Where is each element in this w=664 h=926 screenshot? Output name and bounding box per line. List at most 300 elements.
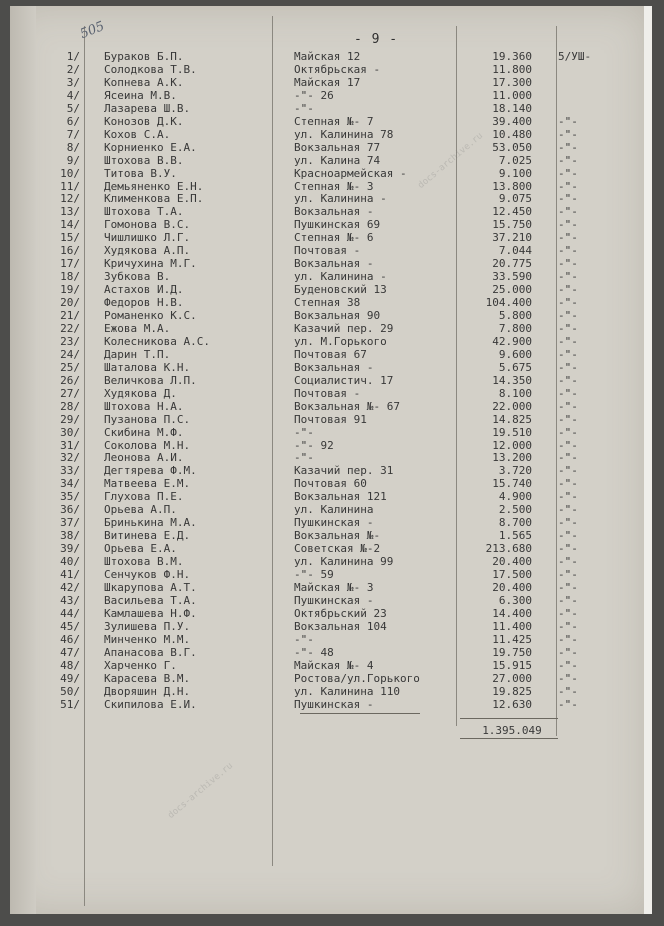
- person-name: Кричухина М.Г.: [104, 257, 197, 271]
- person-name: Романенко К.С.: [104, 309, 197, 322]
- mark: -"-: [558, 593, 578, 607]
- table-row: [10, 89, 648, 102]
- mark: -"-: [558, 464, 578, 478]
- person-name: Гомонова В.С.: [104, 218, 191, 232]
- address: Казачий пер. 29: [294, 321, 394, 335]
- amount: 15.740: [492, 477, 532, 491]
- mark: -"-: [558, 580, 578, 594]
- amount: 104.400: [485, 296, 532, 310]
- person-name: Пузанова П.С.: [104, 412, 191, 426]
- person-name: Орьева А.П.: [104, 503, 177, 517]
- amount: 3.720: [498, 464, 532, 478]
- amount: 27.000: [492, 671, 532, 685]
- person-name: Федоров Н.В.: [104, 296, 184, 310]
- mark: -"-: [558, 334, 578, 348]
- address: Ростова/ул.Горького: [294, 671, 420, 685]
- row-number: 25/: [60, 360, 80, 374]
- mark: -"-: [558, 244, 578, 258]
- table-row: [10, 659, 648, 672]
- address: ул. Калинина 99: [294, 555, 394, 569]
- address: Майская №- 3: [294, 580, 374, 594]
- amount: 19.510: [492, 425, 532, 439]
- watermark: docs-archive.ru: [166, 761, 235, 821]
- table-row: [10, 50, 648, 63]
- table-row: [10, 516, 648, 529]
- table-row: [10, 154, 648, 167]
- row-number: 30/: [60, 425, 80, 439]
- table-row: [10, 361, 648, 374]
- row-number: 23/: [60, 334, 80, 348]
- table-row: [10, 257, 648, 270]
- table-row: [10, 439, 648, 452]
- person-name: Зубкова В.: [104, 270, 171, 284]
- person-name: Худякова Д.: [104, 386, 177, 400]
- address: Вокзальная №- 67: [294, 399, 400, 413]
- person-name: Скипилова Е.И.: [104, 697, 197, 711]
- mark: -"-: [558, 606, 578, 620]
- amount: 2.500: [498, 503, 532, 517]
- person-name: Васильева Т.А.: [104, 593, 197, 607]
- mark: -"-: [558, 114, 578, 128]
- row-number: 19/: [60, 283, 80, 297]
- amount: 15.915: [492, 658, 532, 672]
- row-number: 10/: [60, 166, 80, 180]
- person-name: Ясеина М.В.: [104, 88, 177, 102]
- row-number: 27/: [60, 386, 80, 400]
- mark: -"-: [558, 257, 578, 271]
- row-number: 3/: [66, 75, 80, 89]
- table-row: [10, 218, 648, 231]
- person-name: Минченко М.М.: [104, 632, 191, 646]
- row-number: 33/: [60, 464, 80, 478]
- address: Октябрьский 23: [294, 606, 387, 620]
- mark: -"-: [558, 542, 578, 556]
- amount: 10.480: [492, 127, 532, 141]
- row-number: 43/: [60, 593, 80, 607]
- address: Октябрьская -: [294, 62, 381, 76]
- row-number: 13/: [60, 205, 80, 219]
- table-row: [10, 672, 648, 685]
- mark: -"-: [558, 671, 578, 685]
- table-row: [10, 76, 648, 89]
- person-name: Штохова В.М.: [104, 555, 184, 569]
- page-number: - 9 -: [354, 32, 399, 47]
- table-row: [10, 231, 648, 244]
- person-name: Корниенко Е.А.: [104, 140, 197, 154]
- grand-total: 1.395.049: [482, 724, 542, 737]
- amount: 9.600: [498, 347, 532, 361]
- table-row: [10, 581, 648, 594]
- amount: 14.825: [492, 412, 532, 426]
- amount: 17.500: [492, 568, 532, 581]
- person-name: Ежова М.А.: [104, 321, 171, 335]
- row-number: 2/: [66, 62, 80, 76]
- amount: 20.775: [492, 257, 532, 271]
- row-number: 6/: [66, 114, 80, 128]
- amount: 213.680: [485, 542, 532, 556]
- person-name: Сенчуков Ф.Н.: [104, 568, 191, 581]
- table-row: [10, 503, 648, 516]
- mark: -"-: [558, 438, 578, 452]
- address: Пушкинская -: [294, 516, 374, 530]
- mark: -"-: [558, 166, 578, 180]
- address: Майская 12: [294, 50, 361, 63]
- person-name: Витинева Е.Д.: [104, 529, 191, 543]
- address: -"-: [294, 632, 314, 646]
- table-row: [10, 646, 648, 659]
- person-name: Скибина М.Ф.: [104, 425, 184, 439]
- row-number: 11/: [60, 179, 80, 193]
- mark: -"-: [558, 632, 578, 646]
- table-row: [10, 205, 648, 218]
- person-name: Шаталова К.Н.: [104, 360, 191, 374]
- row-number: 48/: [60, 658, 80, 672]
- row-number: 40/: [60, 555, 80, 569]
- amount: 11.000: [492, 88, 532, 102]
- address: Пушкинская -: [294, 697, 374, 711]
- address: -"-: [294, 101, 314, 115]
- table-row: [10, 400, 648, 413]
- table-row: [10, 63, 648, 76]
- person-name: Шкарупова А.Т.: [104, 580, 197, 594]
- row-number: 42/: [60, 580, 80, 594]
- person-name: Дарин Т.П.: [104, 347, 171, 361]
- person-name: Бураков Б.П.: [104, 50, 184, 63]
- amount: 33.590: [492, 270, 532, 284]
- address: ул. Калинина 110: [294, 684, 400, 698]
- table-row: [10, 594, 648, 607]
- table-row: [10, 555, 648, 568]
- mark: -"-: [558, 399, 578, 413]
- watermark: docs-archive.ru: [416, 131, 485, 191]
- amount: 39.400: [492, 114, 532, 128]
- address: Казачий пер. 31: [294, 464, 394, 478]
- table-row: [10, 244, 648, 257]
- amount: 11.400: [492, 619, 532, 633]
- person-name: Солодкова Т.В.: [104, 62, 197, 76]
- person-name: Конозов Д.К.: [104, 114, 184, 128]
- address: Степная №- 6: [294, 231, 374, 245]
- row-number: 15/: [60, 231, 80, 245]
- person-name: Дегтярева Ф.М.: [104, 464, 197, 478]
- person-name: Худякова А.П.: [104, 244, 191, 258]
- mark: -"-: [558, 179, 578, 193]
- mark: -"-: [558, 347, 578, 361]
- amount: 9.100: [498, 166, 532, 180]
- person-name: Клименкова Е.П.: [104, 192, 204, 206]
- address: Социалистич. 17: [294, 373, 394, 387]
- address: ул. Калинина: [294, 503, 374, 517]
- person-name: Карасева В.М.: [104, 671, 191, 685]
- row-number: 32/: [60, 451, 80, 465]
- amount: 8.700: [498, 516, 532, 530]
- row-number: 49/: [60, 671, 80, 685]
- total-rule-bottom: [460, 738, 558, 739]
- mark: -"-: [558, 697, 578, 711]
- mark: -"-: [558, 321, 578, 335]
- table-row: [10, 464, 648, 477]
- address: -"- 48: [294, 645, 334, 659]
- amount: 14.350: [492, 373, 532, 387]
- person-name: Чишлишко Л.Г.: [104, 231, 191, 245]
- mark: -"-: [558, 296, 578, 310]
- address: Почтовая 91: [294, 412, 367, 426]
- amount: 14.400: [492, 606, 532, 620]
- address: ул. М.Горького: [294, 334, 387, 348]
- amount: 7.800: [498, 321, 532, 335]
- address: ул. Калинина -: [294, 192, 387, 206]
- address: Вокзальная 90: [294, 309, 381, 322]
- mark: -"-: [558, 360, 578, 374]
- mark: -"-: [558, 153, 578, 167]
- person-name: Харченко Г.: [104, 658, 177, 672]
- mark: -"-: [558, 684, 578, 698]
- table-row: [10, 620, 648, 633]
- row-number: 47/: [60, 645, 80, 659]
- mark: -"-: [558, 127, 578, 141]
- amount: 7.044: [498, 244, 532, 258]
- address: Почтовая -: [294, 386, 361, 400]
- row-number: 16/: [60, 244, 80, 258]
- address: ул. Калина 74: [294, 153, 381, 167]
- amount: 7.025: [498, 153, 532, 167]
- person-name: Астахов И.Д.: [104, 283, 184, 297]
- amount: 13.800: [492, 179, 532, 193]
- table-row: [10, 426, 648, 439]
- total-underline-address: [300, 713, 420, 714]
- amount: 1.565: [498, 529, 532, 543]
- address: Буденовский 13: [294, 283, 387, 297]
- address: Пушкинская 69: [294, 218, 381, 232]
- address: Почтовая 67: [294, 347, 367, 361]
- mark: -"-: [558, 386, 578, 400]
- person-name: Орьева Е.А.: [104, 542, 177, 556]
- table-row: [10, 633, 648, 646]
- row-number: 5/: [66, 101, 80, 115]
- person-name: Штохова Т.А.: [104, 205, 184, 219]
- row-number: 34/: [60, 477, 80, 491]
- row-number: 26/: [60, 373, 80, 387]
- address: Красноармейская -: [294, 166, 407, 180]
- mark: -"-: [558, 309, 578, 322]
- table-row: [10, 192, 648, 205]
- row-number: 21/: [60, 309, 80, 322]
- address: Вокзальная №-: [294, 529, 381, 543]
- row-number: 35/: [60, 490, 80, 504]
- document-page: [10, 6, 648, 914]
- mark: -"-: [558, 218, 578, 232]
- amount: 19.750: [492, 645, 532, 659]
- person-name: Соколова М.Н.: [104, 438, 191, 452]
- person-name: Зулишева П.У.: [104, 619, 191, 633]
- table-row: [10, 115, 648, 128]
- mark: -"-: [558, 619, 578, 633]
- mark: -"-: [558, 645, 578, 659]
- address: Вокзальная 104: [294, 619, 387, 633]
- amount: 12.630: [492, 697, 532, 711]
- mark: -"-: [558, 503, 578, 517]
- person-name: Штохова В.В.: [104, 153, 184, 167]
- mark: -"-: [558, 231, 578, 245]
- mark: -"-: [558, 529, 578, 543]
- total-rule-top: [460, 718, 558, 719]
- amount: 5.800: [498, 309, 532, 322]
- row-number: 41/: [60, 568, 80, 581]
- row-number: 46/: [60, 632, 80, 646]
- row-number: 4/: [66, 88, 80, 102]
- address: ул. Калинина -: [294, 270, 387, 284]
- amount: 5.675: [498, 360, 532, 374]
- amount: 42.900: [492, 334, 532, 348]
- amount: 8.100: [498, 386, 532, 400]
- amount: 18.140: [492, 101, 532, 115]
- handwritten-note: 505: [78, 18, 107, 43]
- row-number: 51/: [60, 697, 80, 711]
- row-number: 50/: [60, 684, 80, 698]
- table-row: [10, 167, 648, 180]
- address: Вокзальная -: [294, 257, 374, 271]
- address: -"-: [294, 425, 314, 439]
- address: Вокзальная 77: [294, 140, 381, 154]
- amount: 6.300: [498, 593, 532, 607]
- table-row: [10, 568, 648, 581]
- table-row: [10, 180, 648, 193]
- table-row: [10, 698, 648, 711]
- table-row: [10, 322, 648, 335]
- person-name: Камлашева Н.Ф.: [104, 606, 197, 620]
- person-name: Колесникова А.С.: [104, 334, 210, 348]
- row-number: 7/: [66, 127, 80, 141]
- row-number: 8/: [66, 140, 80, 154]
- row-number: 38/: [60, 529, 80, 543]
- row-number: 37/: [60, 516, 80, 530]
- row-number: 12/: [60, 192, 80, 206]
- person-name: Титова В.У.: [104, 166, 177, 180]
- table-row: [10, 477, 648, 490]
- row-number: 29/: [60, 412, 80, 426]
- row-number: 9/: [66, 153, 80, 167]
- table-row: [10, 309, 648, 322]
- table-row: [10, 348, 648, 361]
- amount: 53.050: [492, 140, 532, 154]
- person-name: Величкова Л.П.: [104, 373, 197, 387]
- row-number: 18/: [60, 270, 80, 284]
- row-number: 36/: [60, 503, 80, 517]
- person-name: Апанасова В.Г.: [104, 645, 197, 659]
- mark: -"-: [558, 477, 578, 491]
- address: Вокзальная -: [294, 205, 374, 219]
- mark: -"-: [558, 568, 578, 581]
- amount: 13.200: [492, 451, 532, 465]
- table-row: [10, 374, 648, 387]
- amount: 20.400: [492, 555, 532, 569]
- table-row: [10, 607, 648, 620]
- table-row: [10, 335, 648, 348]
- person-name: Дворяшин Д.Н.: [104, 684, 191, 698]
- address: Советская №-2: [294, 542, 381, 556]
- table-row: [10, 141, 648, 154]
- mark: -"-: [558, 451, 578, 465]
- amount: 9.075: [498, 192, 532, 206]
- row-number: 45/: [60, 619, 80, 633]
- address: Почтовая -: [294, 244, 361, 258]
- row-number: 14/: [60, 218, 80, 232]
- mark: -"-: [558, 283, 578, 297]
- person-name: Бринькина М.А.: [104, 516, 197, 530]
- row-number: 20/: [60, 296, 80, 310]
- mark: -"-: [558, 192, 578, 206]
- address: Пушкинская -: [294, 593, 374, 607]
- address: Степная №- 7: [294, 114, 374, 128]
- table-row: [10, 413, 648, 426]
- address: Майская №- 4: [294, 658, 374, 672]
- row-number: 22/: [60, 321, 80, 335]
- row-number: 1/: [66, 50, 80, 63]
- table-row: [10, 283, 648, 296]
- table-row: [10, 128, 648, 141]
- table-row: [10, 270, 648, 283]
- amount: 19.360: [492, 50, 532, 63]
- person-name: Леонова А.И.: [104, 451, 184, 465]
- person-name: Копнева А.К.: [104, 75, 184, 89]
- amount: 20.400: [492, 580, 532, 594]
- row-number: 44/: [60, 606, 80, 620]
- address: -"- 59: [294, 568, 334, 581]
- person-name: Глухова П.Е.: [104, 490, 184, 504]
- table-row: [10, 451, 648, 464]
- amount: 19.825: [492, 684, 532, 698]
- person-name: Демьяненко Е.Н.: [104, 179, 204, 193]
- table-row: [10, 685, 648, 698]
- address: Степная 38: [294, 296, 361, 310]
- mark: -"-: [558, 555, 578, 569]
- address: -"- 92: [294, 438, 334, 452]
- address: Почтовая 60: [294, 477, 367, 491]
- row-number: 24/: [60, 347, 80, 361]
- mark: -"-: [558, 205, 578, 219]
- address: Вокзальная 121: [294, 490, 387, 504]
- address: Степная №- 3: [294, 179, 374, 193]
- amount: 11.800: [492, 62, 532, 76]
- row-number: 28/: [60, 399, 80, 413]
- mark: -"-: [558, 270, 578, 284]
- address: Вокзальная -: [294, 360, 374, 374]
- amount: 12.450: [492, 205, 532, 219]
- row-number: 17/: [60, 257, 80, 271]
- address: ул. Калинина 78: [294, 127, 394, 141]
- mark: -"-: [558, 490, 578, 504]
- table-row: [10, 529, 648, 542]
- person-name: Лазарева Ш.В.: [104, 101, 191, 115]
- amount: 37.210: [492, 231, 532, 245]
- mark: -"-: [558, 412, 578, 426]
- mark: -"-: [558, 140, 578, 154]
- address: Майская 17: [294, 75, 361, 89]
- mark: -"-: [558, 425, 578, 439]
- person-name: Штохова Н.А.: [104, 399, 184, 413]
- person-name: Матвеева Е.М.: [104, 477, 191, 491]
- table-row: [10, 296, 648, 309]
- table-row: [10, 102, 648, 115]
- mark: -"-: [558, 516, 578, 530]
- table-row: [10, 387, 648, 400]
- mark: -"-: [558, 658, 578, 672]
- row-number: 31/: [60, 438, 80, 452]
- row-number: 39/: [60, 542, 80, 556]
- mark: -"-: [558, 373, 578, 387]
- address: -"- 26: [294, 88, 334, 102]
- amount: 17.300: [492, 75, 532, 89]
